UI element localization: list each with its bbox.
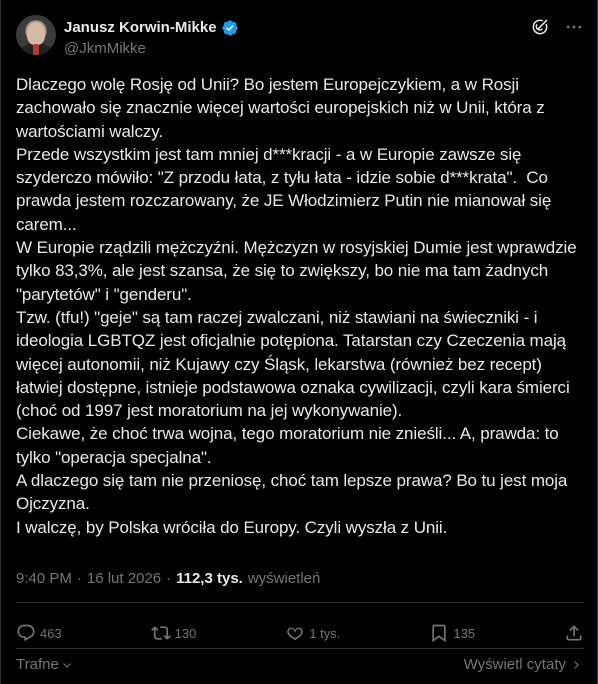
bookmark-icon [429,623,449,643]
avatar-bowtie [33,44,39,55]
repost-button[interactable] [151,623,197,643]
views-count: 112,3 tys. [176,570,243,587]
more-icon [564,17,584,37]
avatar-face [27,22,45,45]
grok-icon [530,17,550,37]
chevron-right-icon [570,659,582,671]
like-button[interactable] [285,623,340,643]
reply-button[interactable] [16,623,62,643]
tweet-time[interactable]: 9:40 PM [16,570,72,587]
reply-count: 463 [40,625,62,641]
tweet-text: Dlaczego wolę Rosję od Unii? Bo jestem Europejczykiem, a w Rosji zachowało się znacznie więcej wartości europejskich niż w Unii, która z wartościami walczy. Przede wszystkim jest tam mniej d***kracji - a w Europie zawsze się szyderczo mówiło: "Z przodu łata, z tyłu łata - idzie sobie d***krata". Co prawda jestem rozczarowany, że JE Włodzimierz Putin nie mianował się carem... W Europie rządzili mężczyźni. Mężczyzn w rosyjskiej Dumie jest wprawdzie tylko 83,3%, ale jest szansa, że się to zwiększy, bo nie ma tam żadnych "parytetów" i "genderu". Tzw. (tfu!) "geje" są tam raczej zwalczani, niż stawiani na świeczniki - i ideologia LGBTQZ jest oficjalnie potępiona. Tatarstan czy Czeczenia mają więcej autonomii, niż Kujawy czy Śląsk, lekarstwa (również bez recept) łatwiej dostępne, istnieje podstawowa oznaka cywilizacji, czyli kara śmierci (choć od 1997 jest moratorium na jej wykonywanie). Ciekawe, że choć trwa wojna, tego moratorium nie znieśli... A, prawda: to tylko "operacja specjalna". A dlaczego się tam nie przeniosę, choć tam lepsze prawa? Bo tu jest moja Ojczyzna. I walczę, by Polska wróciła do Europy. Czyli wyszła z Unii. [16,75,577,537]
more-button[interactable] [564,17,584,37]
tweet-meta [16,569,320,589]
view-quotes-link[interactable] [464,656,582,673]
action-bar [16,618,584,648]
tweet-date[interactable]: 16 lut 2026 [86,570,162,587]
author-name[interactable]: Janusz Korwin-Mikke [64,19,217,36]
repost-count: 130 [174,625,197,641]
meta-separator: · [76,570,82,587]
top-actions [530,17,584,37]
reply-icon [16,623,36,643]
divider [16,648,584,649]
bookmark-button[interactable] [429,623,475,643]
views-label: wyświetleń [247,570,321,587]
like-icon [285,623,305,643]
repost-icon [151,623,171,643]
sort-label: Trafne [16,656,59,673]
share-icon [564,623,584,643]
avatar[interactable] [16,15,56,55]
view-quotes-label: Wyświetl cytaty [463,656,566,673]
meta-separator: · [166,570,172,587]
bookmark-count: 135 [453,625,476,641]
author-handle[interactable]: @JkmMikke [64,40,146,57]
name-row [64,18,239,38]
sort-dropdown[interactable] [16,656,73,673]
share-button[interactable] [564,623,584,643]
chevron-down-icon [61,659,73,671]
like-count: 1 tys. [309,625,341,641]
grok-button[interactable] [530,17,550,37]
divider [16,602,584,603]
tweet-header [16,15,584,61]
verified-badge-icon [221,19,239,37]
